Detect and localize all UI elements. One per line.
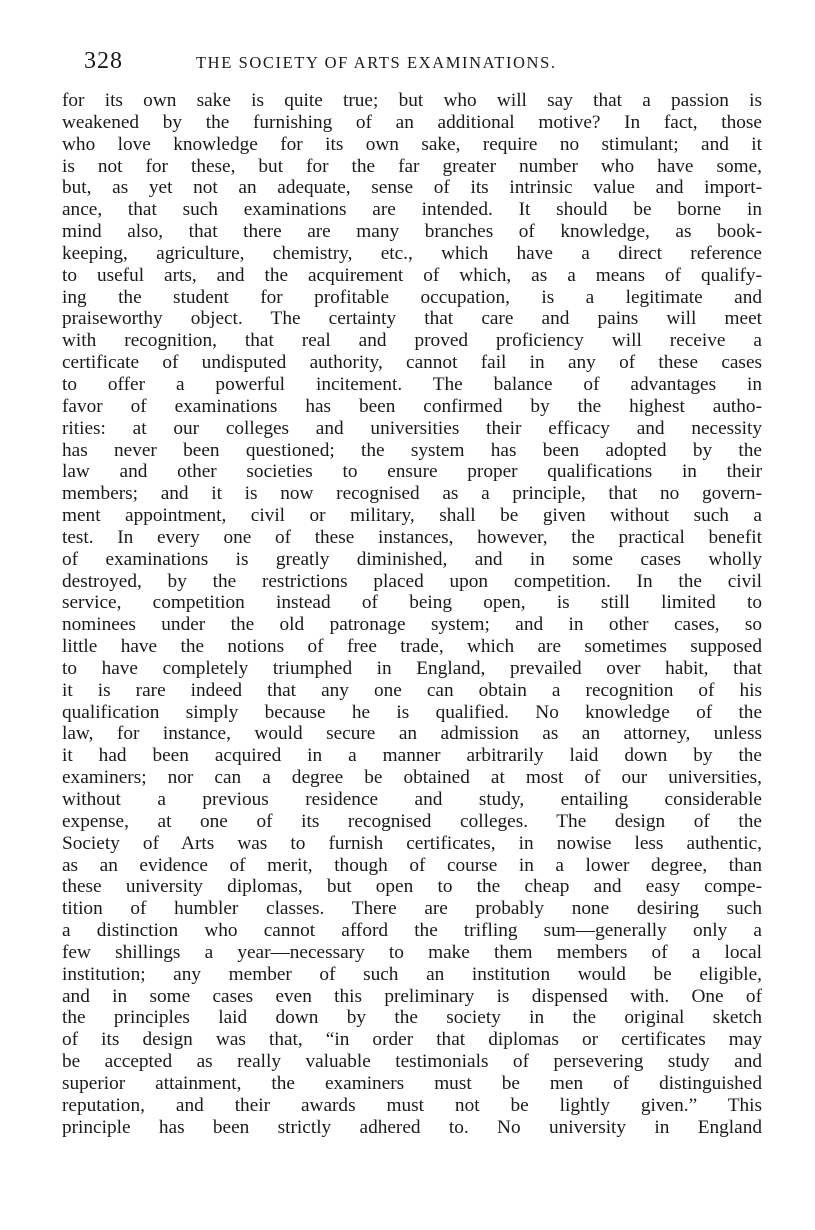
text-line: law, for instance, would secure an admission as an attorney, unless	[62, 723, 762, 745]
text-line: to have completely triumphed in England, prevailed over habit, that	[62, 657, 762, 679]
text-line: expense, at one of its recognised colleges. The design of the	[62, 810, 762, 832]
text-line: members; and it is now recognised as a principle, that no govern-	[62, 483, 762, 505]
text-line: institution; any member of such an institution would be eligible,	[62, 963, 762, 985]
text-line: be accepted as really valuable testimonials of persevering study and	[62, 1051, 762, 1073]
text-line: examiners; nor can a degree be obtained at most of our universities,	[62, 767, 762, 789]
text-line: as an evidence of merit, though of course in a lower degree, than	[62, 854, 762, 876]
text-line: these university diplomas, but open to the cheap and easy compe-	[62, 876, 762, 898]
text-line: little have the notions of free trade, which are sometimes supposed	[62, 636, 762, 658]
text-line: destroyed, by the restrictions placed upon competition. In the civil	[62, 570, 762, 592]
text-line: law and other societies to ensure proper qualifications in their	[62, 461, 762, 483]
text-line: without a previous residence and study, entailing considerable	[62, 789, 762, 810]
text-line: it is rare indeed that any one can obtain a recognition of his	[62, 679, 762, 701]
text-line: the principles laid down by the society in the original sketch	[62, 1007, 762, 1029]
text-line: test. In every one of these instances, however, the practical benefit	[62, 526, 762, 548]
text-line: it had been acquired in a manner arbitrarily laid down by the	[62, 745, 762, 767]
text-line: certificate of undisputed authority, cannot fail in any of these cases	[62, 352, 762, 374]
text-line: mind also, that there are many branches of knowledge, as book-	[62, 221, 762, 243]
text-line: but, as yet not an adequate, sense of its intrinsic value and import-	[62, 177, 762, 199]
text-line: principle has been strictly adhered to. No university in England	[62, 1116, 762, 1138]
text-line: qualification simply because he is qualified. No knowledge of the	[62, 701, 762, 723]
text-line: to offer a powerful incitement. The balance of advantages in	[62, 373, 762, 395]
page-header	[84, 46, 760, 78]
text-line: tition of humbler classes. There are probably none desiring such	[62, 898, 762, 920]
page-number: 328	[84, 48, 123, 74]
text-line: ment appointment, civil or military, shall be given without such a	[62, 505, 762, 527]
text-line: for its own sake is quite true; but who will say that a passion is	[62, 90, 762, 111]
text-line: nominees under the old patronage system; and in other cases, so	[62, 614, 762, 636]
text-line: to useful arts, and the acquirement of which, as a means of qualify-	[62, 264, 762, 286]
text-line: with recognition, that real and proved proficiency will receive a	[62, 330, 762, 352]
text-line: few shillings a year—necessary to make them members of a local	[62, 941, 762, 963]
text-line: ance, that such examinations are intended. It should be borne in	[62, 199, 762, 221]
text-line: superior attainment, the examiners must be men of distinguished	[62, 1072, 762, 1094]
text-line: Society of Arts was to furnish certificates, in nowise less authentic,	[62, 832, 762, 854]
text-line: and in some cases even this preliminary is dispensed with. One of	[62, 985, 762, 1007]
text-line: a distinction who cannot afford the trifling sum—generally only a	[62, 920, 762, 942]
body-text	[62, 90, 762, 1139]
text-line: favor of examinations has been confirmed by the highest autho-	[62, 395, 762, 417]
text-line: of examinations is greatly diminished, and in some cases wholly	[62, 548, 762, 570]
text-line: reputation, and their awards must not be lightly given.” This	[62, 1094, 762, 1116]
text-line: has never been questioned; the system has been adopted by the	[62, 439, 762, 461]
text-line: is not for these, but for the far greater number who have some,	[62, 155, 762, 177]
text-line: weakened by the furnishing of an additional motive? In fact, those	[62, 111, 762, 133]
text-line: service, competition instead of being open, is still limited to	[62, 592, 762, 614]
text-line: ing the student for profitable occupation, is a legitimate and	[62, 286, 762, 308]
running-head: THE SOCIETY OF ARTS EXAMINATIONS.	[196, 53, 557, 72]
text-line: who love knowledge for its own sake, require no stimulant; and it	[62, 133, 762, 155]
text-line: praiseworthy object. The certainty that care and pains will meet	[62, 308, 762, 330]
text-line: keeping, agriculture, chemistry, etc., which have a direct reference	[62, 242, 762, 264]
text-line: of its design was that, “in order that diplomas or certificates may	[62, 1029, 762, 1051]
text-line: rities: at our colleges and universities their efficacy and necessity	[62, 417, 762, 439]
